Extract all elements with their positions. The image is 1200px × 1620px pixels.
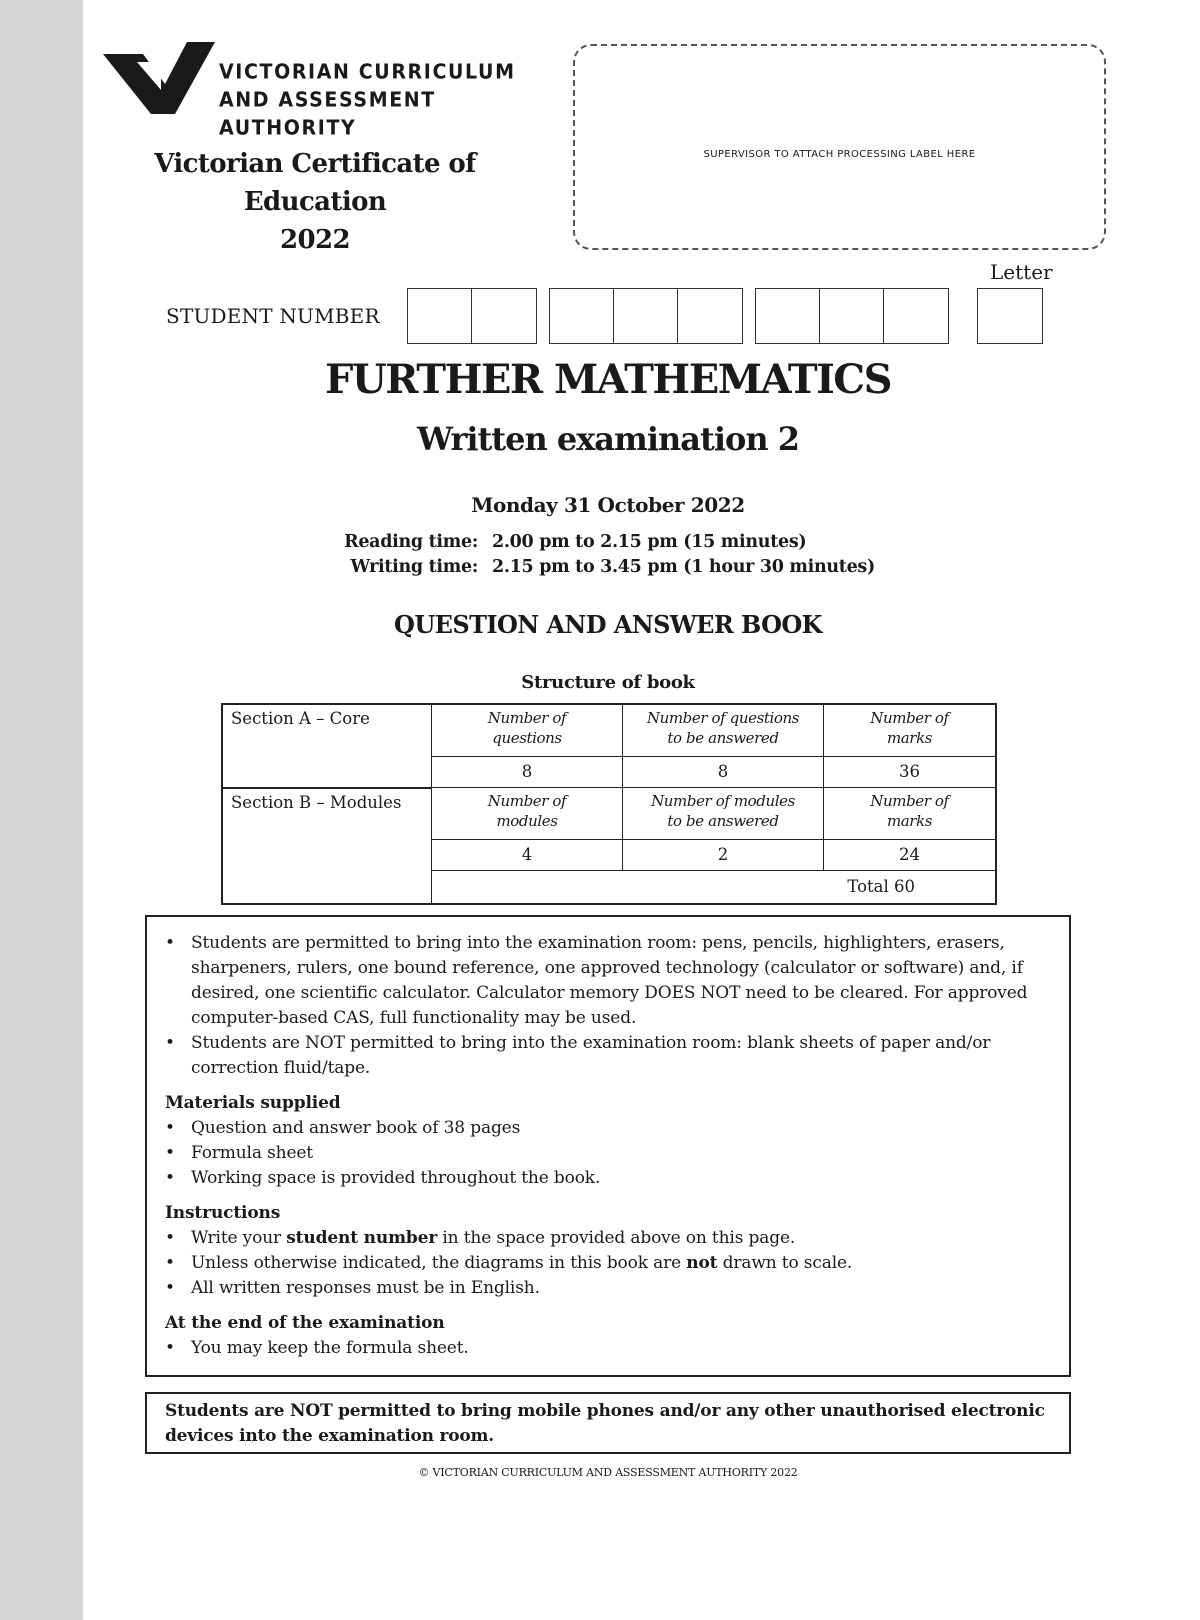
header-text: Number of marks: [870, 709, 949, 747]
structure-table: [221, 703, 997, 905]
letter-label: Letter: [990, 260, 1053, 284]
processing-label-text: SUPERVISOR TO ATTACH PROCESSING LABEL HERE: [703, 149, 976, 160]
writing-time-row: [340, 555, 875, 580]
student-number-digit-box[interactable]: [756, 289, 820, 343]
table-header-cell: [824, 704, 997, 757]
end-of-exam-list: [165, 1336, 1053, 1361]
total-marks: Total 60: [432, 871, 997, 905]
text: drawn to scale.: [717, 1253, 853, 1273]
reading-time-value: 2.00 pm to 2.15 pm (15 minutes): [492, 532, 807, 552]
table-cell: 2: [623, 840, 824, 871]
header-text: Number of questions: [487, 709, 567, 747]
reading-time-row: [340, 530, 875, 555]
writing-time-label: Writing time:: [350, 557, 478, 577]
table-header-cell: [623, 788, 824, 840]
table-cell: 4: [432, 840, 623, 871]
exam-subtitle: Written examination 2: [417, 420, 799, 458]
devices-warning: Students are NOT permitted to bring mobile phones and/or any other unauthorised electronic devices into the examination room.: [145, 1392, 1071, 1454]
student-number-letter-box[interactable]: [978, 289, 1042, 343]
list-item: • Students are permitted to bring into the examination room: pens, pencils, highlighters, erasers, sharpeners, rulers, one bound reference, one approved technology (calculator or software) and, if desired, one scientific calculator. Calculator memory DOES NOT need to be cleared. For approved computer-based CAS, full functionality may be used.: [165, 931, 1053, 1031]
student-number-digit-box[interactable]: [408, 289, 472, 343]
student-number-letter-group: [977, 288, 1043, 344]
exam-information-box: [145, 915, 1071, 1377]
student-number-digit-box[interactable]: [614, 289, 678, 343]
student-number-group-1: [407, 288, 537, 344]
table-header-cell: [623, 704, 824, 757]
book-type: QUESTION AND ANSWER BOOK: [394, 610, 822, 639]
certificate-name: Victorian Certificate of Education: [154, 149, 476, 217]
certificate-year: 2022: [280, 225, 350, 255]
student-number-digit-box[interactable]: [550, 289, 614, 343]
list-item: • Working space is provided throughout the book.: [165, 1166, 1053, 1191]
authority-line-1: VICTORIAN CURRICULUM: [219, 60, 516, 84]
list-item: • Question and answer book of 38 pages: [165, 1116, 1053, 1141]
list-item: • Students are NOT permitted to bring into the examination room: blank sheets of paper and/or correction fluid/tape.: [165, 1031, 1053, 1081]
text: Write your: [191, 1228, 287, 1248]
table-header-cell: [432, 788, 623, 840]
authority-line-2: AND ASSESSMENT AUTHORITY: [219, 88, 436, 141]
emphasis: student number: [286, 1228, 438, 1248]
materials-heading: Materials supplied: [165, 1093, 341, 1113]
table-cell: 8: [432, 757, 623, 788]
processing-label-area: [573, 44, 1106, 250]
exam-title: FURTHER MATHEMATICS: [324, 356, 892, 403]
header-text: Number of modules: [487, 792, 567, 830]
table-cell: 8: [623, 757, 824, 788]
section-a-name: Section A – Core: [222, 704, 432, 788]
reading-time-label: Reading time:: [344, 532, 478, 552]
header-text: Number of modules to be answered: [651, 792, 795, 830]
list-item: • Formula sheet: [165, 1141, 1053, 1166]
list-item: [165, 1226, 1053, 1251]
table-header-cell: [824, 788, 997, 840]
student-number-group-3: [755, 288, 949, 344]
student-number-digit-box[interactable]: [820, 289, 884, 343]
vcaa-logo: [103, 40, 523, 141]
copyright-notice: © VICTORIAN CURRICULUM AND ASSESSMENT AUTHORITY 2022: [418, 1466, 798, 1479]
exam-date: Monday 31 October 2022: [471, 493, 745, 517]
student-number-digit-box[interactable]: [884, 289, 948, 343]
materials-list: [165, 1116, 1053, 1191]
permitted-list: [165, 931, 1053, 1081]
student-number-label: STUDENT NUMBER: [166, 304, 380, 328]
text: Unless otherwise indicated, the diagrams in this book are: [191, 1253, 687, 1273]
list-item: [165, 1251, 1053, 1276]
text: in the space provided above on this page.: [437, 1228, 796, 1248]
emphasis: not: [686, 1253, 718, 1273]
page-gutter: [0, 0, 83, 1620]
authority-name: [219, 58, 523, 142]
certificate-heading: [100, 145, 530, 259]
table-row: [222, 788, 996, 840]
vcaa-logo-mark-icon: [103, 40, 223, 120]
instructions-list: [165, 1226, 1053, 1301]
structure-title: Structure of book: [521, 672, 695, 693]
header-text: Number of questions to be answered: [646, 709, 800, 747]
table-cell: 24: [824, 840, 997, 871]
section-b-name: Section B – Modules: [222, 788, 432, 905]
student-number-digit-box[interactable]: [678, 289, 742, 343]
header-text: Number of marks: [870, 792, 949, 830]
student-number-digit-box[interactable]: [472, 289, 536, 343]
table-cell: 36: [824, 757, 997, 788]
table-header-cell: [432, 704, 623, 757]
instructions-heading: Instructions: [165, 1203, 281, 1223]
exam-times: [340, 530, 875, 580]
end-of-exam-heading: At the end of the examination: [165, 1313, 445, 1333]
list-item: • You may keep the formula sheet.: [165, 1336, 1053, 1361]
table-row: [222, 704, 996, 757]
list-item: • All written responses must be in English.: [165, 1276, 1053, 1301]
writing-time-value: 2.15 pm to 3.45 pm (1 hour 30 minutes): [492, 557, 875, 577]
student-number-group-2: [549, 288, 743, 344]
